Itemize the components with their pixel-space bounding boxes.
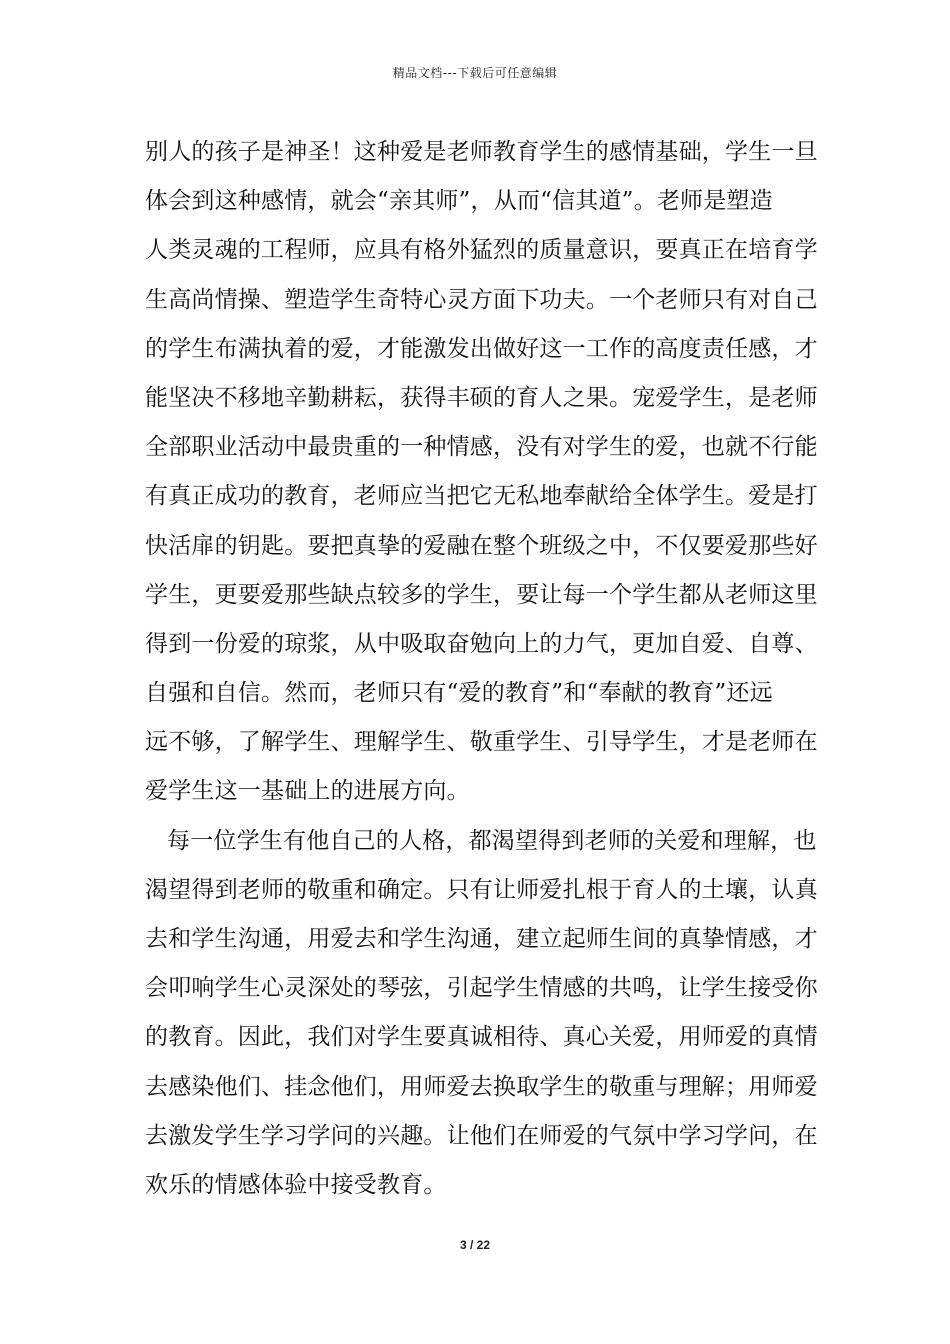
text-line: 别人的孩子是神圣！这种爱是老师教育学生的感情基础，学生一旦 (145, 139, 818, 165)
page-header: 精品文档---下载后可任意编辑 (392, 66, 558, 80)
text-line: 爱学生这一基础上的进展方向。 (145, 778, 470, 805)
text-line: 有真正成功的教育，老师应当把它无私地奉献给全体学生。爱是打 (145, 483, 818, 510)
text-line: 体会到这种感情，就会“亲其师”，从而“信其道”。老师是塑造 (145, 188, 773, 215)
text-line: 自强和自信。然而，老师只有“爱的教育”和“奉献的教育”还远 (145, 680, 773, 707)
paragraph-1 (145, 128, 818, 817)
document-body (145, 128, 818, 1210)
text-line: 得到一份爱的琼浆，从中吸取奋勉向上的力气，更加自爱、自尊、 (145, 630, 818, 657)
text-line: 的学生布满执着的爱，才能激发出做好这一工作的高度责任感，才 (145, 335, 818, 362)
text-line: 能坚决不移地辛勤耕耘，获得丰硕的育人之果。宠爱学生，是老师 (145, 384, 818, 411)
text-line: 的教育。因此，我们对学生要真诚相待、真心关爱，用师爱的真情 (145, 1024, 818, 1051)
text-line: 学生，更要爱那些缺点较多的学生，要让每一个学生都从老师这里 (145, 581, 818, 608)
text-line: 快活扉的钥匙。要把真挚的爱融在整个班级之中，不仅要爱那些好 (145, 532, 818, 559)
text-line: 去和学生沟通，用爱去和学生沟通，建立起师生间的真挚情感，才 (145, 926, 818, 952)
text-line: 每一位学生有他自己的人格，都渴望得到老师的关爱和理解，也 (167, 827, 817, 854)
text-line: 会叩响学生心灵深处的琴弦，引起学生情感的共鸣，让学生接受你 (145, 975, 818, 1002)
text-line: 去激发学生学习学问的兴趣。让他们在师爱的气氛中学习学问，在 (145, 1122, 818, 1149)
page-number: 3 / 22 (459, 1238, 491, 1252)
text-line: 去感染他们、挂念他们，用师爱去换取学生的敬重与理解；用师爱 (145, 1073, 818, 1100)
text-line: 远不够，了解学生、理解学生、敬重学生、引导学生，才是老师在 (145, 729, 818, 756)
text-line: 全部职业活动中最贵重的一种情感，没有对学生的爱，也就不行能 (145, 434, 818, 461)
text-line: 生高尚情操、塑造学生奇特心灵方面下功夫。一个老师只有对自己 (145, 286, 818, 313)
text-line: 人类灵魂的工程师，应具有格外猛烈的质量意识，要真正在培育学 (145, 237, 818, 264)
text-line: 欢乐的情感体验中接受教育。 (145, 1171, 447, 1198)
text-line: 渴望得到老师的敬重和确定。只有让师爱扎根于育人的土壤，认真 (145, 876, 818, 903)
paragraph-2 (145, 817, 818, 1211)
